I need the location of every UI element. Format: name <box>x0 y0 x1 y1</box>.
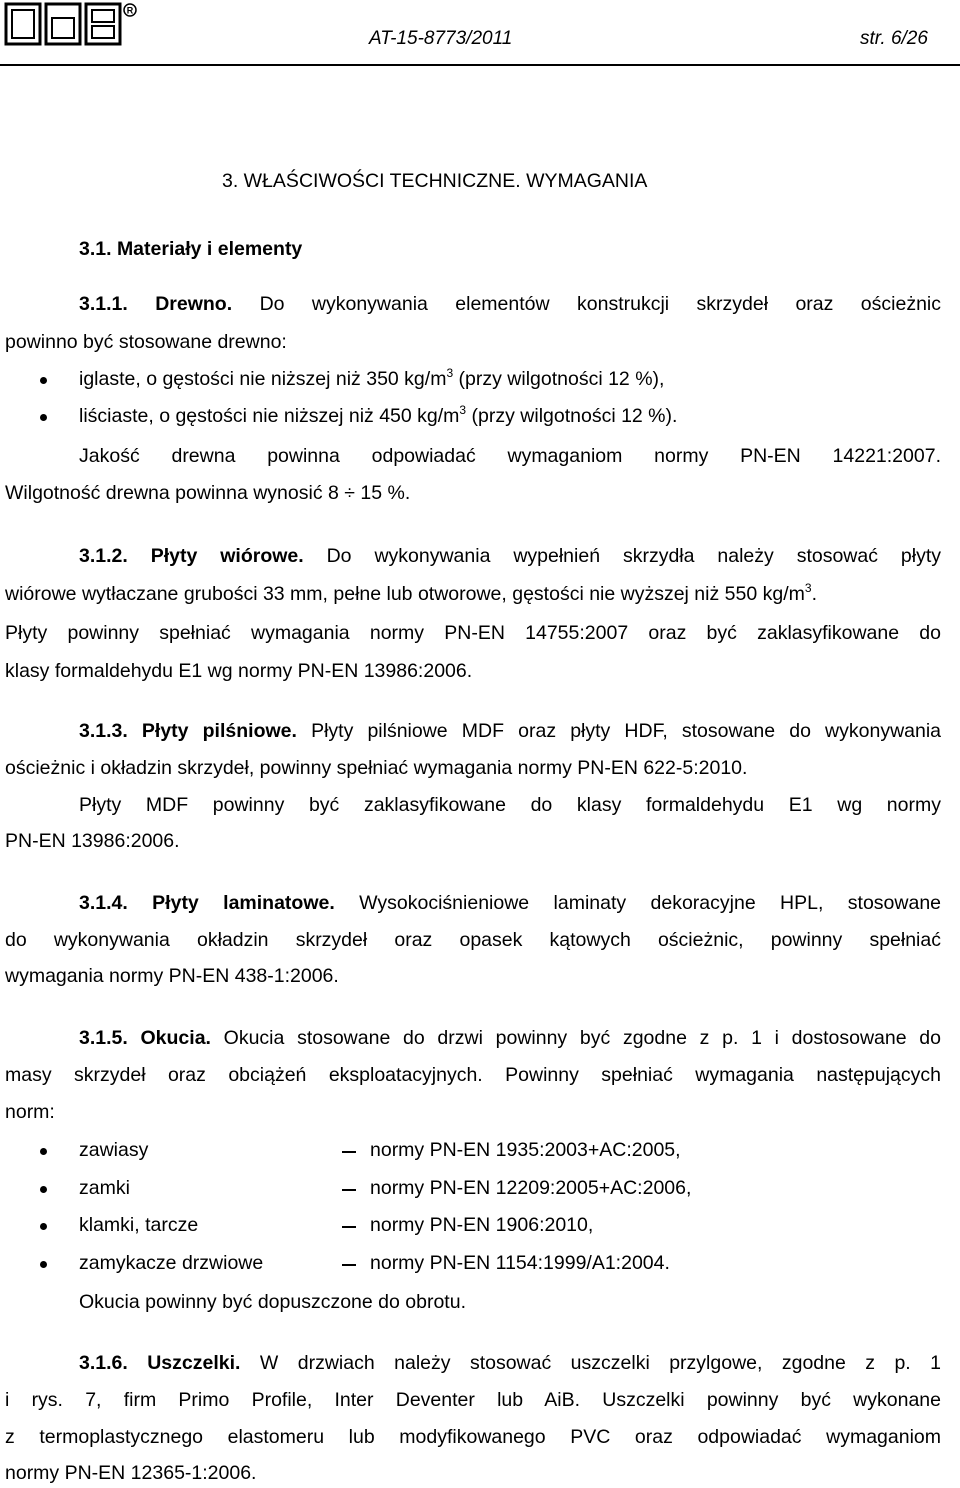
paragraph-wiorowe-line-1: 3.1.2. Płyty wiórowe. Do wykonywania wypełnień skrzydła należy stosować płyty <box>79 545 941 567</box>
dash-icon <box>342 1264 356 1266</box>
paragraph-okucia-line-1: 3.1.5. Okucia. Okucia stosowane do drzwi powinny być zgodne z p. 1 i dostosowane do <box>79 1027 942 1049</box>
hardware-norm: normy PN-EN 12209:2005+AC:2006, <box>370 1177 692 1199</box>
list-item-iglaste: iglaste, o gęstości nie niższej niż 350 $kg/m^3$ (przy wilgotności 12 %), <box>79 366 665 390</box>
paragraph-uszczelki-line-2: i rys. 7, firm Primo Profile, Inter Deventer lub AiB. Uszczelki powinny być wykonane <box>5 1389 941 1411</box>
page-number: str. 6/26 <box>860 28 928 49</box>
bullet-icon <box>40 414 47 421</box>
paragraph-uszczelki-line-1: 3.1.6. Uszczelki. W drzwiach należy stosować uszczelki przylgowe, zgodne z p. 1 <box>79 1352 942 1374</box>
dash-icon <box>342 1226 356 1228</box>
itb-logo <box>4 2 138 46</box>
heading-uszczelki: 3.1.6. Uszczelki. <box>79 1352 241 1374</box>
hardware-name: klamki, tarcze <box>79 1214 199 1236</box>
bullet-icon <box>40 1261 47 1268</box>
header-rule <box>0 64 960 66</box>
heading-wiorowe: 3.1.2. Płyty wiórowe. <box>79 545 304 567</box>
dash-icon <box>342 1189 356 1191</box>
paragraph-laminatowe-line-2: do wykonywania okładzin skrzydeł oraz opasek kątowych ościeżnic, powinny spełniać <box>5 929 941 951</box>
section-title: 3. WŁAŚCIWOŚCI TECHNICZNE. WYMAGANIA <box>222 170 648 192</box>
heading-okucia: 3.1.5. Okucia. <box>79 1027 211 1049</box>
bullet-icon <box>40 1186 47 1193</box>
paragraph-pilsniowe-line-3: Płyty MDF powinny być zaklasyfikowane do klasy formaldehydu E1 wg normy <box>79 794 941 816</box>
paragraph-drewno-line-1: 3.1.1. Drewno. Do wykonywania elementów konstrukcji skrzydeł oraz ościeżnic <box>79 293 942 315</box>
paragraph-okucia-line-3: norm: <box>5 1101 55 1123</box>
paragraph-laminatowe-line-1: 3.1.4. Płyty laminatowe. Wysokociśnieniowe laminaty dekoracyjne HPL, stosowane <box>79 892 942 914</box>
heading-laminatowe: 3.1.4. Płyty laminatowe. <box>79 892 335 914</box>
paragraph-wiorowe-line-4: klasy formaldehydu E1 wg normy PN-EN 13986:2006. <box>5 660 473 682</box>
document-number: AT-15-8773/2011 <box>369 28 513 49</box>
hardware-norm: normy PN-EN 1906:2010, <box>370 1214 594 1236</box>
svg-text:R: R <box>126 5 134 16</box>
paragraph-drewno-line-3: Jakość drewna powinna odpowiadać wymaganiom normy PN-EN 14221:2007. <box>79 445 941 467</box>
paragraph-wiorowe-line-2: wiórowe wytłaczane grubości 33 mm, pełne lub otworowe, gęstości nie wyższej niż 550 $kg/m^3$. <box>5 581 817 605</box>
list-item-lisciaste: liściaste, o gęstości nie niższej niż 450 $kg/m^3$ (przy wilgotności 12 %). <box>79 403 678 427</box>
bullet-icon <box>40 377 47 384</box>
paragraph-pilsniowe-line-2: ościeżnic i okładzin skrzydeł, powinny spełniać wymagania normy PN-EN 622-5:2010. <box>5 757 748 779</box>
dash-icon <box>342 1151 356 1153</box>
hardware-name: zamki <box>79 1177 130 1199</box>
hardware-norm: normy PN-EN 1154:1999/A1:2004. <box>370 1252 670 1274</box>
paragraph-okucia-line-4: Okucia powinny być dopuszczone do obrotu. <box>79 1291 466 1313</box>
paragraph-drewno-line-2: powinno być stosowane drewno: <box>5 331 287 353</box>
subsection-title: 3.1. Materiały i elementy <box>79 238 303 260</box>
bullet-icon <box>40 1223 47 1230</box>
heading-pilsniowe: 3.1.3. Płyty pilśniowe. <box>79 720 297 742</box>
hardware-name: zamykacze drzwiowe <box>79 1252 264 1274</box>
paragraph-laminatowe-line-3: wymagania normy PN-EN 438-1:2006. <box>5 965 339 987</box>
hardware-name: zawiasy <box>79 1139 149 1161</box>
paragraph-drewno-line-4: Wilgotność drewna powinna wynosić 8 ÷ 15 %. <box>5 482 411 504</box>
paragraph-uszczelki-line-3: z termoplastycznego elastomeru lub modyfikowanego PVC oraz odpowiadać wymaganiom <box>5 1426 941 1448</box>
paragraph-uszczelki-line-4: normy PN-EN 12365-1:2006. <box>5 1462 257 1484</box>
bullet-icon <box>40 1148 47 1155</box>
hardware-norm: normy PN-EN 1935:2003+AC:2005, <box>370 1139 681 1161</box>
paragraph-pilsniowe-line-4: PN-EN 13986:2006. <box>5 830 180 852</box>
paragraph-wiorowe-line-3: Płyty powinny spełniać wymagania normy PN-EN 14755:2007 oraz być zaklasyfikowane do <box>5 622 941 644</box>
paragraph-pilsniowe-line-1: 3.1.3. Płyty pilśniowe. Płyty pilśniowe MDF oraz płyty HDF, stosowane do wykonywania <box>79 720 942 742</box>
paragraph-okucia-line-2: masy skrzydeł oraz obciążeń eksploatacyjnych. Powinny spełniać wymagania następujących <box>5 1064 941 1086</box>
heading-drewno: 3.1.1. Drewno. <box>79 293 233 315</box>
